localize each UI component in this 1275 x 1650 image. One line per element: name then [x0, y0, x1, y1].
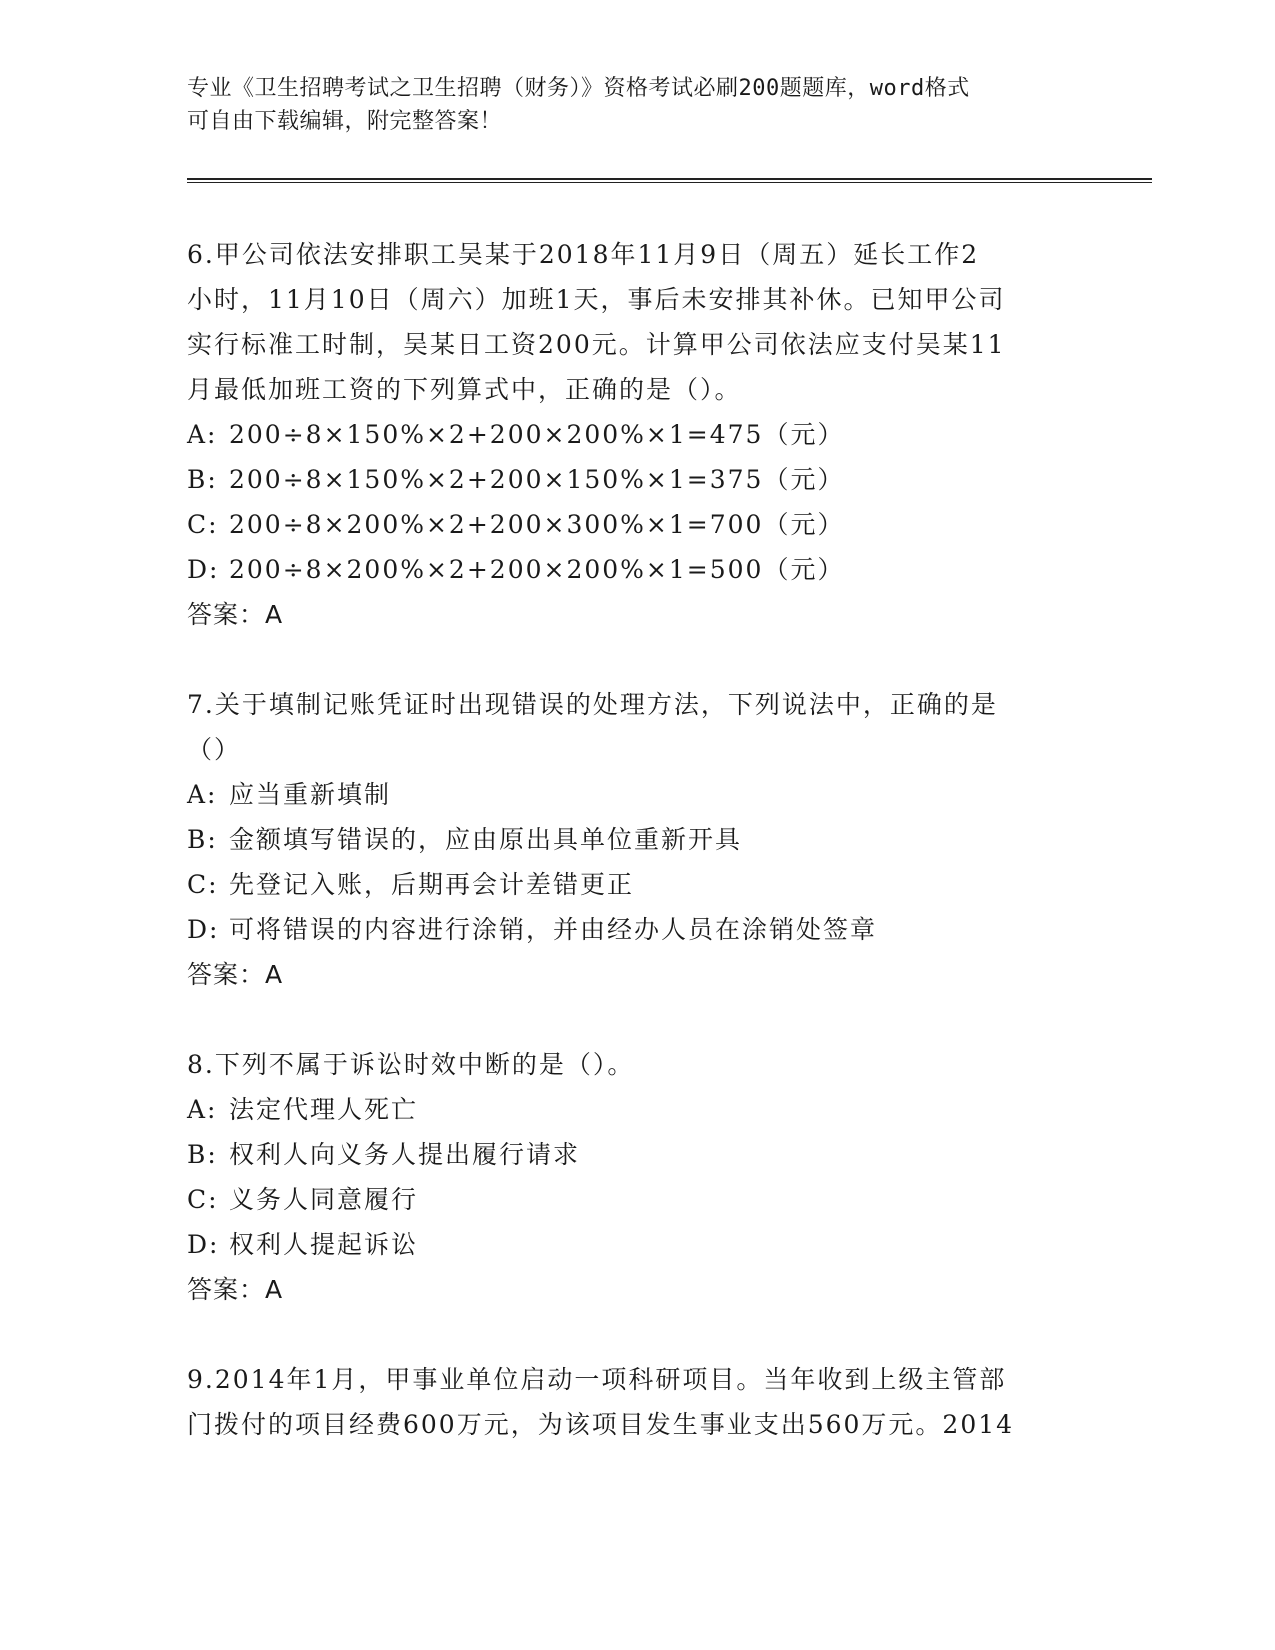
question-7	[187, 682, 1087, 997]
option-c	[187, 862, 1087, 907]
option-text: 200÷8×150%×2+200×200%×1=475（元）	[229, 420, 845, 449]
option-b	[187, 1132, 1087, 1177]
option-a	[187, 772, 1087, 817]
option-text: 可将错误的内容进行涂销，并由经办人员在涂销处签章	[229, 915, 878, 944]
header-line-2: 可自由下载编辑，附完整答案！	[187, 109, 503, 134]
option-key: C:	[187, 1185, 219, 1214]
option-text: 200÷8×200%×2+200×200%×1=500（元）	[229, 555, 845, 584]
option-a	[187, 412, 1087, 457]
option-text: 应当重新填制	[229, 780, 392, 809]
option-text: 200÷8×200%×2+200×300%×1=700（元）	[229, 510, 845, 539]
option-d	[187, 547, 1087, 592]
option-key: A:	[187, 420, 218, 449]
option-key: A:	[187, 1095, 218, 1124]
option-c	[187, 1177, 1087, 1222]
answer-line: 答案：A	[187, 960, 284, 989]
document-header	[187, 72, 1067, 138]
question-stem-line: 门拨付的项目经费600万元，为该项目发生事业支出560万元。2014	[187, 1410, 1015, 1439]
option-key: B:	[187, 465, 218, 494]
question-6	[187, 232, 1087, 637]
option-key: B:	[187, 825, 218, 854]
question-8	[187, 1042, 1087, 1312]
option-b	[187, 457, 1087, 502]
question-stem-line: 小时，11月10日（周六）加班1天，事后未安排其补休。已知甲公司	[187, 285, 1006, 314]
option-key: C:	[187, 870, 219, 899]
question-stem-line: 9.2014年1月，甲事业单位启动一项科研项目。当年收到上级主管部	[187, 1365, 1007, 1394]
option-text: 先登记入账，后期再会计差错更正	[229, 870, 635, 899]
option-c	[187, 502, 1087, 547]
option-d	[187, 1222, 1087, 1267]
header-divider	[187, 178, 1152, 183]
option-b	[187, 817, 1087, 862]
question-stem-line: 8.下列不属于诉讼时效中断的是（）。	[187, 1050, 635, 1079]
option-d	[187, 907, 1087, 952]
option-text: 义务人同意履行	[229, 1185, 419, 1214]
header-line-1: 专业《卫生招聘考试之卫生招聘（财务）》资格考试必刷200题题库，word格式	[187, 76, 970, 101]
option-key: A:	[187, 780, 218, 809]
question-stem-line: 7.关于填制记账凭证时出现错误的处理方法，下列说法中，正确的是	[187, 690, 998, 719]
option-text: 金额填写错误的，应由原出具单位重新开具	[229, 825, 743, 854]
answer-line: 答案：A	[187, 600, 284, 629]
question-list	[187, 232, 1087, 1492]
question-9	[187, 1357, 1087, 1447]
option-text: 法定代理人死亡	[229, 1095, 419, 1124]
question-stem-line: 月最低加班工资的下列算式中，正确的是（）。	[187, 375, 742, 404]
option-key: C:	[187, 510, 219, 539]
option-text: 权利人向义务人提出履行请求	[229, 1140, 581, 1169]
question-stem-line: （）	[187, 735, 242, 764]
option-key: D:	[187, 555, 220, 584]
question-stem-line: 6.甲公司依法安排职工吴某于2018年11月9日（周五）延长工作2	[187, 240, 980, 269]
option-text: 200÷8×150%×2+200×150%×1=375（元）	[229, 465, 845, 494]
option-text: 权利人提起诉讼	[229, 1230, 419, 1259]
answer-line: 答案：A	[187, 1275, 284, 1304]
option-a	[187, 1087, 1087, 1132]
option-key: B:	[187, 1140, 218, 1169]
option-key: D:	[187, 915, 220, 944]
option-key: D:	[187, 1230, 220, 1259]
question-stem-line: 实行标准工时制，吴某日工资200元。计算甲公司依法应支付吴某11	[187, 330, 1006, 359]
